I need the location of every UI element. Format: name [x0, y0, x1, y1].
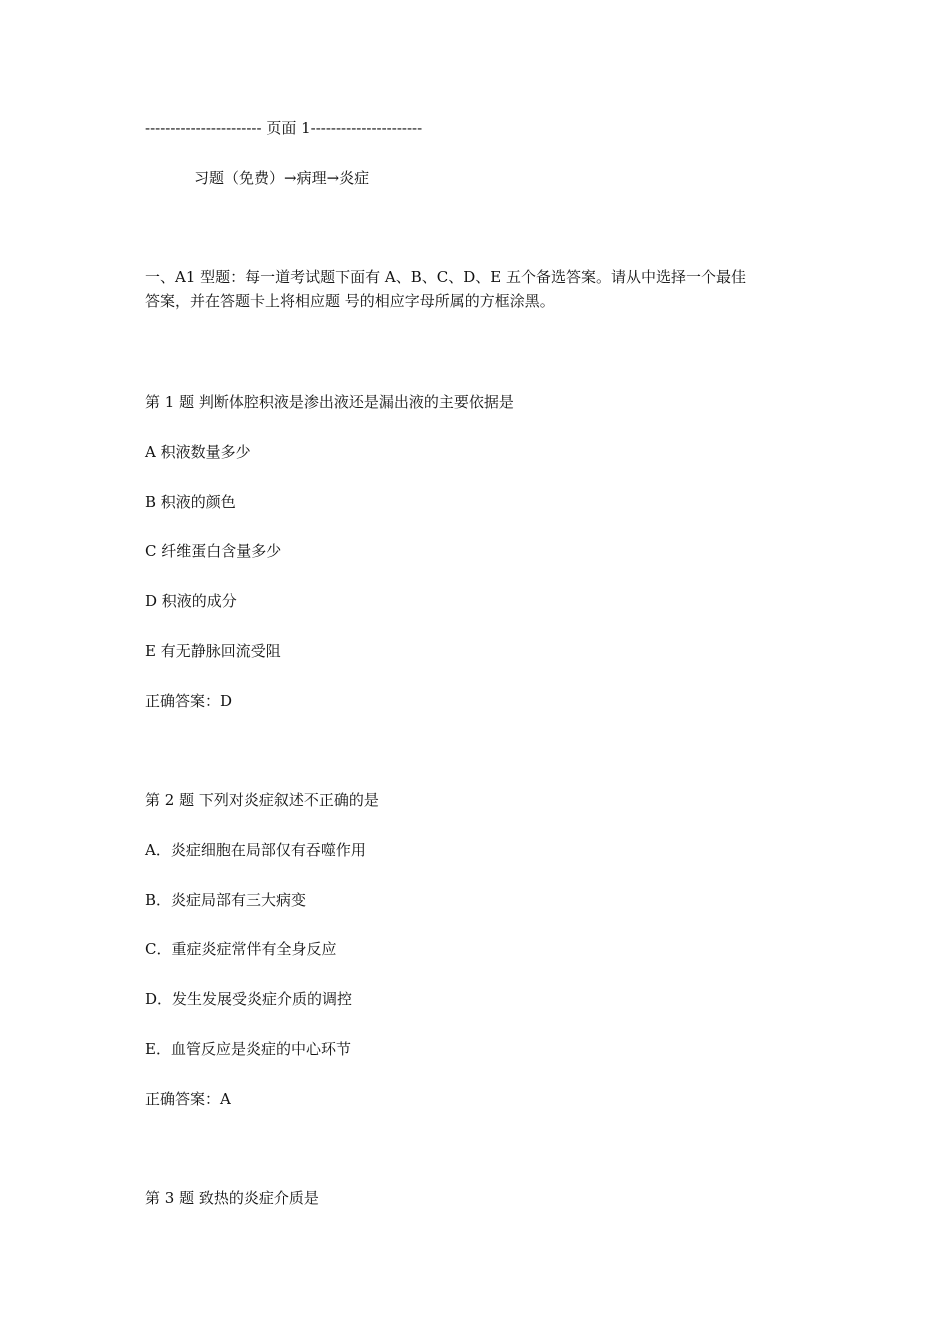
- option-c: C 纤维蛋白含量多少: [145, 542, 282, 560]
- option-a: A．炎症细胞在局部仅有吞噬作用: [145, 841, 366, 859]
- question-title: 第 3 题 致热的炎症介质是: [145, 1189, 319, 1207]
- option-d: D．发生发展受炎症介质的调控: [145, 990, 353, 1008]
- option-c: C．重症炎症常伴有全身反应: [145, 940, 337, 958]
- breadcrumb: 习题（免费）→病理→炎症: [194, 169, 370, 187]
- page-header: ----------------------- 页面 1----------------------: [145, 119, 423, 137]
- correct-answer: 正确答案：A: [145, 1090, 231, 1108]
- question-title: 第 2 题 下列对炎症叙述不正确的是: [145, 791, 379, 809]
- option-b: B 积液的颜色: [145, 493, 236, 511]
- instructions-line-2: 答案，并在答题卡上将相应题 号的相应字母所属的方框涂黑。: [145, 292, 555, 310]
- question-title: 第 1 题 判断体腔积液是渗出液还是漏出液的主要依据是: [145, 393, 514, 411]
- correct-answer: 正确答案：D: [145, 692, 233, 710]
- option-a: A 积液数量多少: [145, 443, 251, 461]
- option-e: E 有无静脉回流受阻: [145, 642, 281, 660]
- option-d: D 积液的成分: [145, 592, 237, 610]
- option-b: B．炎症局部有三大病变: [145, 891, 307, 909]
- instructions-line-1: 一、A1 型题：每一道考试题下面有 A、B、C、D、E 五个备选答案。请从中选择一个最佳: [145, 268, 746, 286]
- option-e: E．血管反应是炎症的中心环节: [145, 1040, 351, 1058]
